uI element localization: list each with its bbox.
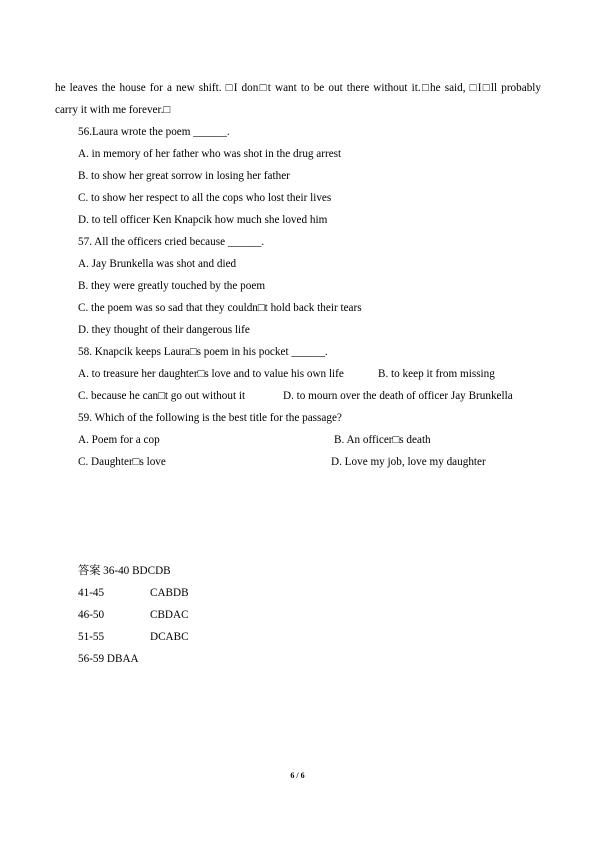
question-56-option-b: B. to show her great sorrow in losing her father bbox=[78, 170, 290, 182]
question-59-option-d: D. Love my job, love my daughter bbox=[331, 456, 486, 468]
question-59-option-b: B. An officer□s death bbox=[334, 434, 431, 446]
passage-line-2: carry it with me forever.□ bbox=[55, 104, 171, 116]
question-56-stem: 56.Laura wrote the poem ______. bbox=[78, 126, 230, 138]
answer-row bbox=[78, 608, 189, 622]
question-57-option-c: C. the poem was so sad that they couldn□t hold back their tears bbox=[78, 302, 362, 314]
passage-line-1: he leaves the house for a new shift. □I don□t want to be out there without it.□he said, □I□ll probably bbox=[55, 82, 541, 94]
question-58-stem: 58. Knapcik keeps Laura□s poem in his pocket ______. bbox=[78, 346, 328, 358]
answer-last-row: 56-59 DBAA bbox=[78, 653, 139, 665]
question-56-option-d: D. to tell officer Ken Knapcik how much she loved him bbox=[78, 214, 328, 226]
question-57-option-d: D. they thought of their dangerous life bbox=[78, 324, 250, 336]
answer-keys: CBDAC bbox=[150, 609, 189, 621]
question-59-option-a: A. Poem for a cop bbox=[78, 434, 160, 446]
answer-row bbox=[78, 586, 189, 600]
answer-row bbox=[78, 630, 189, 644]
question-58-option-a: A. to treasure her daughter□s love and to value his own life bbox=[78, 368, 344, 380]
question-56-option-a: A. in memory of her father who was shot in the drug arrest bbox=[78, 148, 342, 160]
answer-range: 41-45 bbox=[78, 587, 105, 599]
question-57-option-b: B. they were greatly touched by the poem bbox=[78, 280, 266, 292]
question-58-option-c: C. because he can□t go out without it bbox=[78, 390, 246, 402]
answer-range: 51-55 bbox=[78, 631, 105, 643]
question-57-option-a: A. Jay Brunkella was shot and died bbox=[78, 258, 237, 270]
question-58-option-d: D. to mourn over the death of officer Jay Brunkella bbox=[283, 390, 513, 402]
answer-key-header: 答案 36-40 BDCDB bbox=[78, 565, 171, 577]
question-59-option-c: C. Daughter□s love bbox=[78, 456, 166, 468]
answer-range: 46-50 bbox=[78, 609, 105, 621]
question-58-option-b: B. to keep it from missing bbox=[378, 368, 495, 380]
answer-keys: DCABC bbox=[150, 631, 189, 643]
answer-keys: CABDB bbox=[150, 587, 189, 599]
question-56-option-c: C. to show her respect to all the cops who lost their lives bbox=[78, 192, 332, 204]
page-number: 6 / 6 bbox=[290, 771, 305, 780]
question-59-stem: 59. Which of the following is the best title for the passage? bbox=[78, 412, 342, 424]
question-57-stem: 57. All the officers cried because ______. bbox=[78, 236, 265, 248]
